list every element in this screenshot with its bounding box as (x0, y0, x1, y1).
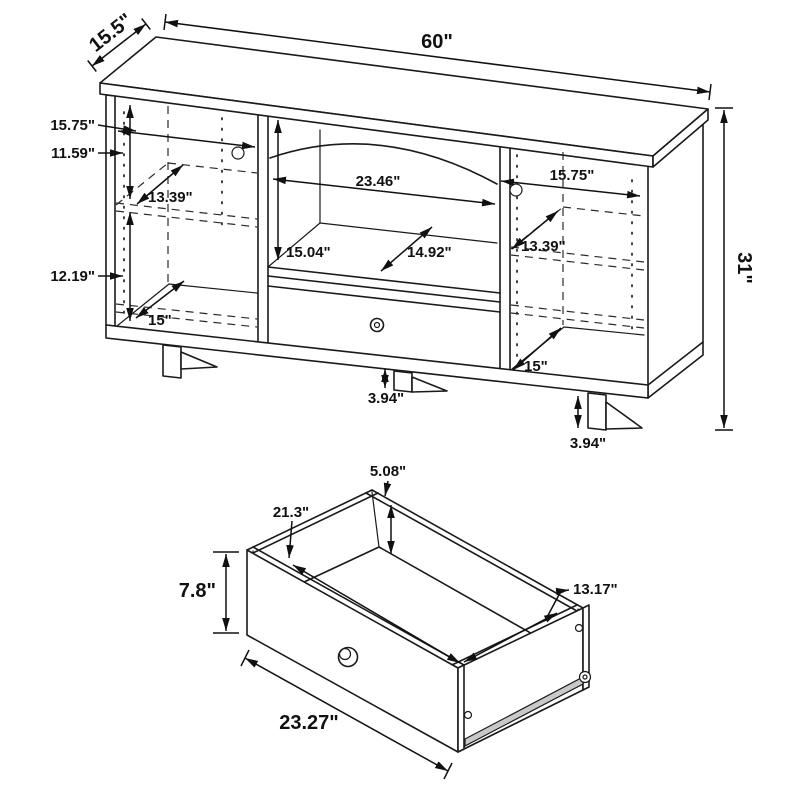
left-shelf-front-bottom (116, 211, 257, 227)
dim-right-opening-width-label: 15.75" (549, 167, 595, 184)
right-shelf-front-bottom (511, 255, 644, 270)
center-drawer-knob (371, 319, 384, 332)
dim-top-depth-label: 15.5" (85, 9, 137, 57)
dim-drawer-inner-width-leader (289, 521, 292, 558)
drawer-left-top-edge (247, 490, 372, 550)
dim-top-depth-tick-far (142, 19, 151, 30)
dim-left-upper-height-label: 11.59" (51, 145, 95, 162)
cabinet-left-stile (106, 95, 115, 326)
left-lower-hidden-bottom (116, 312, 257, 327)
dim-right-shelf-depth-label: 13.39" (521, 238, 566, 255)
left-floor-back-edge (169, 284, 257, 293)
left-shelf-back-edge (168, 163, 257, 173)
center-leg (394, 371, 412, 392)
dim-center-leg-height-label: 3.94" (367, 390, 405, 407)
drawer-side-screw-front (465, 712, 472, 719)
dim-center-opening-height-label: 15.04" (286, 244, 331, 261)
cabinet-right-divider (500, 139, 510, 370)
dim-overall-height-label: 31" (733, 252, 755, 284)
dim-drawer-front-height-label: 7.8" (178, 580, 216, 602)
drawer-side-screw-back (576, 625, 583, 632)
dim-left-lower-height-label: 12.19" (50, 268, 95, 285)
left-leg (163, 345, 181, 378)
drawer-view (179, 463, 618, 779)
dim-left-floor-depth-label: 15" (148, 312, 172, 329)
dim-top-depth-tick-near (88, 61, 97, 72)
dim-left-opening-width-line (118, 131, 255, 147)
dim-top-width-tick-left (164, 14, 166, 30)
right-leg-bracket (606, 402, 642, 429)
dim-right-floor-depth (513, 328, 561, 375)
right-lower-hidden-bottom (511, 313, 644, 328)
right-lower-hidden-top (511, 305, 644, 320)
dim-top-width-tick-right (709, 84, 711, 100)
cabinet-left-divider (258, 113, 268, 344)
dim-left-opening-width (50, 117, 255, 147)
drawer-back-top-inner-edge (366, 493, 577, 611)
dim-drawer-front-width-label: 23.27" (279, 712, 339, 734)
dim-right-shelf-depth (512, 211, 566, 255)
cabinet-body (100, 37, 708, 398)
dim-drawer-front-width-tick-right (444, 763, 452, 779)
center-compartment-interior (268, 130, 500, 332)
dim-drawer-inner-depth-label: 13.17" (573, 581, 618, 598)
dim-drawer-front-width-tick-left (241, 650, 249, 666)
dim-center-opening-width-label: 23.46" (355, 173, 401, 190)
center-floor-back-edge (320, 223, 497, 243)
dim-drawer-inner-height-leader (385, 481, 388, 496)
dim-right-floor-depth-label: 15" (524, 358, 548, 375)
cabinet-view (50, 9, 755, 452)
dim-drawer-inner-width-label: 21.3" (272, 504, 310, 521)
drawer-right-side-panel (458, 608, 583, 752)
dim-right-leg-height-label: 3.94" (569, 435, 607, 452)
dim-center-opening-height (278, 120, 331, 261)
left-cable-hole (232, 147, 244, 159)
drawer-left-top-inner-edge (253, 493, 378, 553)
dim-left-shelf-depth-label: 13.39" (148, 189, 193, 206)
dim-center-opening-width (273, 173, 495, 204)
drawer-rail-wheel (580, 672, 591, 683)
dim-overall-height (715, 108, 755, 430)
center-leg-bracket (412, 377, 447, 392)
dim-left-opening-width-label: 15.75" (50, 117, 95, 134)
dim-drawer-inner-height-label: 5.08" (369, 463, 407, 480)
dim-drawer-front-height (179, 552, 239, 633)
left-leg-bracket (181, 352, 217, 369)
drawer-back-top-edge (372, 490, 583, 608)
drawer-front-panel-end (458, 665, 464, 752)
dim-drawer-inner-height (370, 463, 406, 554)
dim-top-width-label: 60" (421, 31, 453, 53)
right-leg (588, 393, 606, 430)
right-cable-hole (510, 184, 522, 196)
dim-left-shelf-depth (137, 165, 193, 206)
dim-center-shelf-depth-label: 14.92" (407, 244, 452, 261)
